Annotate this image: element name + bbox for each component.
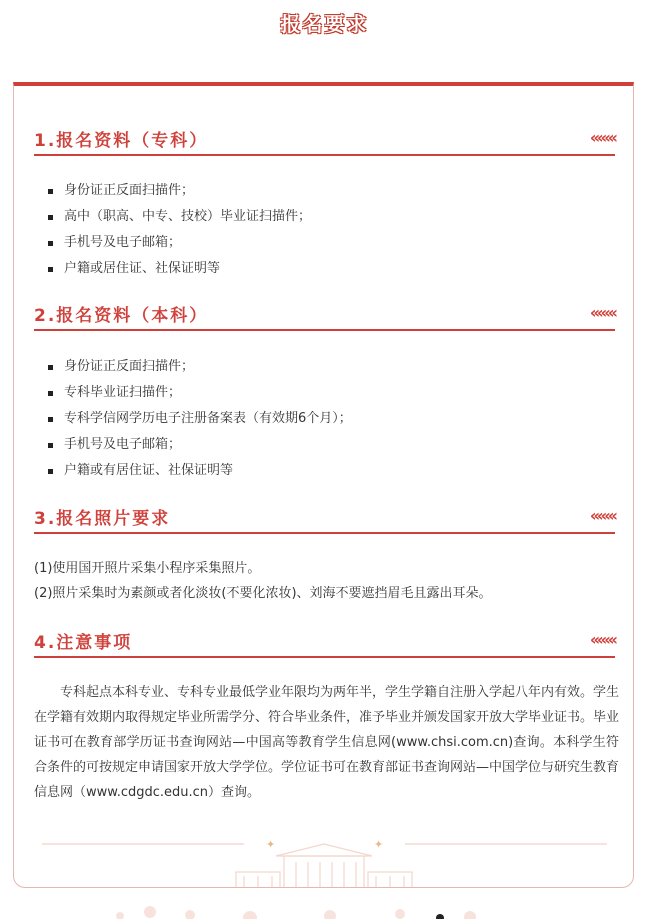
chevrons-icon: ‹‹‹‹‹‹‹ — [589, 630, 615, 649]
list-item: 身份证正反面扫描件； — [46, 178, 311, 204]
building-decoration-icon — [14, 834, 634, 888]
section-divider — [34, 329, 615, 331]
svg-text:✦: ✦ — [266, 838, 276, 851]
chevrons-icon: ‹‹‹‹‹‹‹ — [589, 128, 615, 147]
list-item: 手机号及电子邮箱； — [46, 230, 311, 256]
chevrons-icon: ‹‹‹‹‹‹‹ — [589, 506, 615, 525]
list-item: 户籍或有居住证、社保证明等 — [46, 458, 352, 484]
bottom-decoration — [0, 898, 649, 919]
notice-paragraph: 专科起点本科专业、专科专业最低学业年限均为两年半，学生学籍自注册入学起八年内有效。学生在学籍有效期内取得规定毕业所需学分、符合毕业条件，准予毕业并颁发国家开放大学毕业证书。毕业证书可在教育部学历证书查询网站—中国高等教育学生信息网(www.chsi.com.cn)查询。本科学生符合条件的可按规定申请国家开放大学学位。学位证书可在教育部证书查询网站—中国学位与研究生教育信息网（www.cdgdc.edu.cn）查询。 — [34, 685, 620, 800]
requirements-card — [13, 82, 634, 888]
page-title: 报名要求 — [280, 12, 369, 36]
list-item: 手机号及电子邮箱； — [46, 432, 352, 458]
chevrons-icon: ‹‹‹‹‹‹‹ — [589, 303, 615, 322]
photo-requirement-1: (1)使用国开照片采集小程序采集照片。 — [34, 561, 261, 576]
section-1-title: 1.报名资料（专科） — [34, 131, 209, 151]
list-item: 高中（职高、中专、技校）毕业证扫描件； — [46, 204, 311, 230]
section-2-title: 2.报名资料（本科） — [34, 306, 209, 326]
list-item: 专科毕业证扫描件； — [46, 380, 352, 406]
section-divider — [34, 154, 615, 156]
list-item: 身份证正反面扫描件； — [46, 354, 352, 380]
list-item: 户籍或居住证、社保证明等 — [46, 256, 311, 282]
section-3-title: 3.报名照片要求 — [34, 509, 171, 529]
section-divider — [34, 532, 615, 534]
section-1-header — [34, 126, 615, 152]
photo-requirement-2: (2)照片采集时为素颜或者化淡妆(不要化浓妆)、刘海不要遮挡眉毛且露出耳朵。 — [34, 586, 492, 601]
list-item: 专科学信网学历电子注册备案表（有效期6个月）； — [46, 406, 352, 432]
section-2-list — [46, 354, 352, 484]
section-4-header — [34, 628, 615, 654]
svg-text:✦: ✦ — [374, 838, 384, 851]
section-divider — [34, 656, 615, 658]
section-1-list — [46, 178, 311, 282]
section-2-header — [34, 301, 615, 327]
section-3-header — [34, 504, 615, 530]
section-4-title: 4.注意事项 — [34, 633, 133, 653]
